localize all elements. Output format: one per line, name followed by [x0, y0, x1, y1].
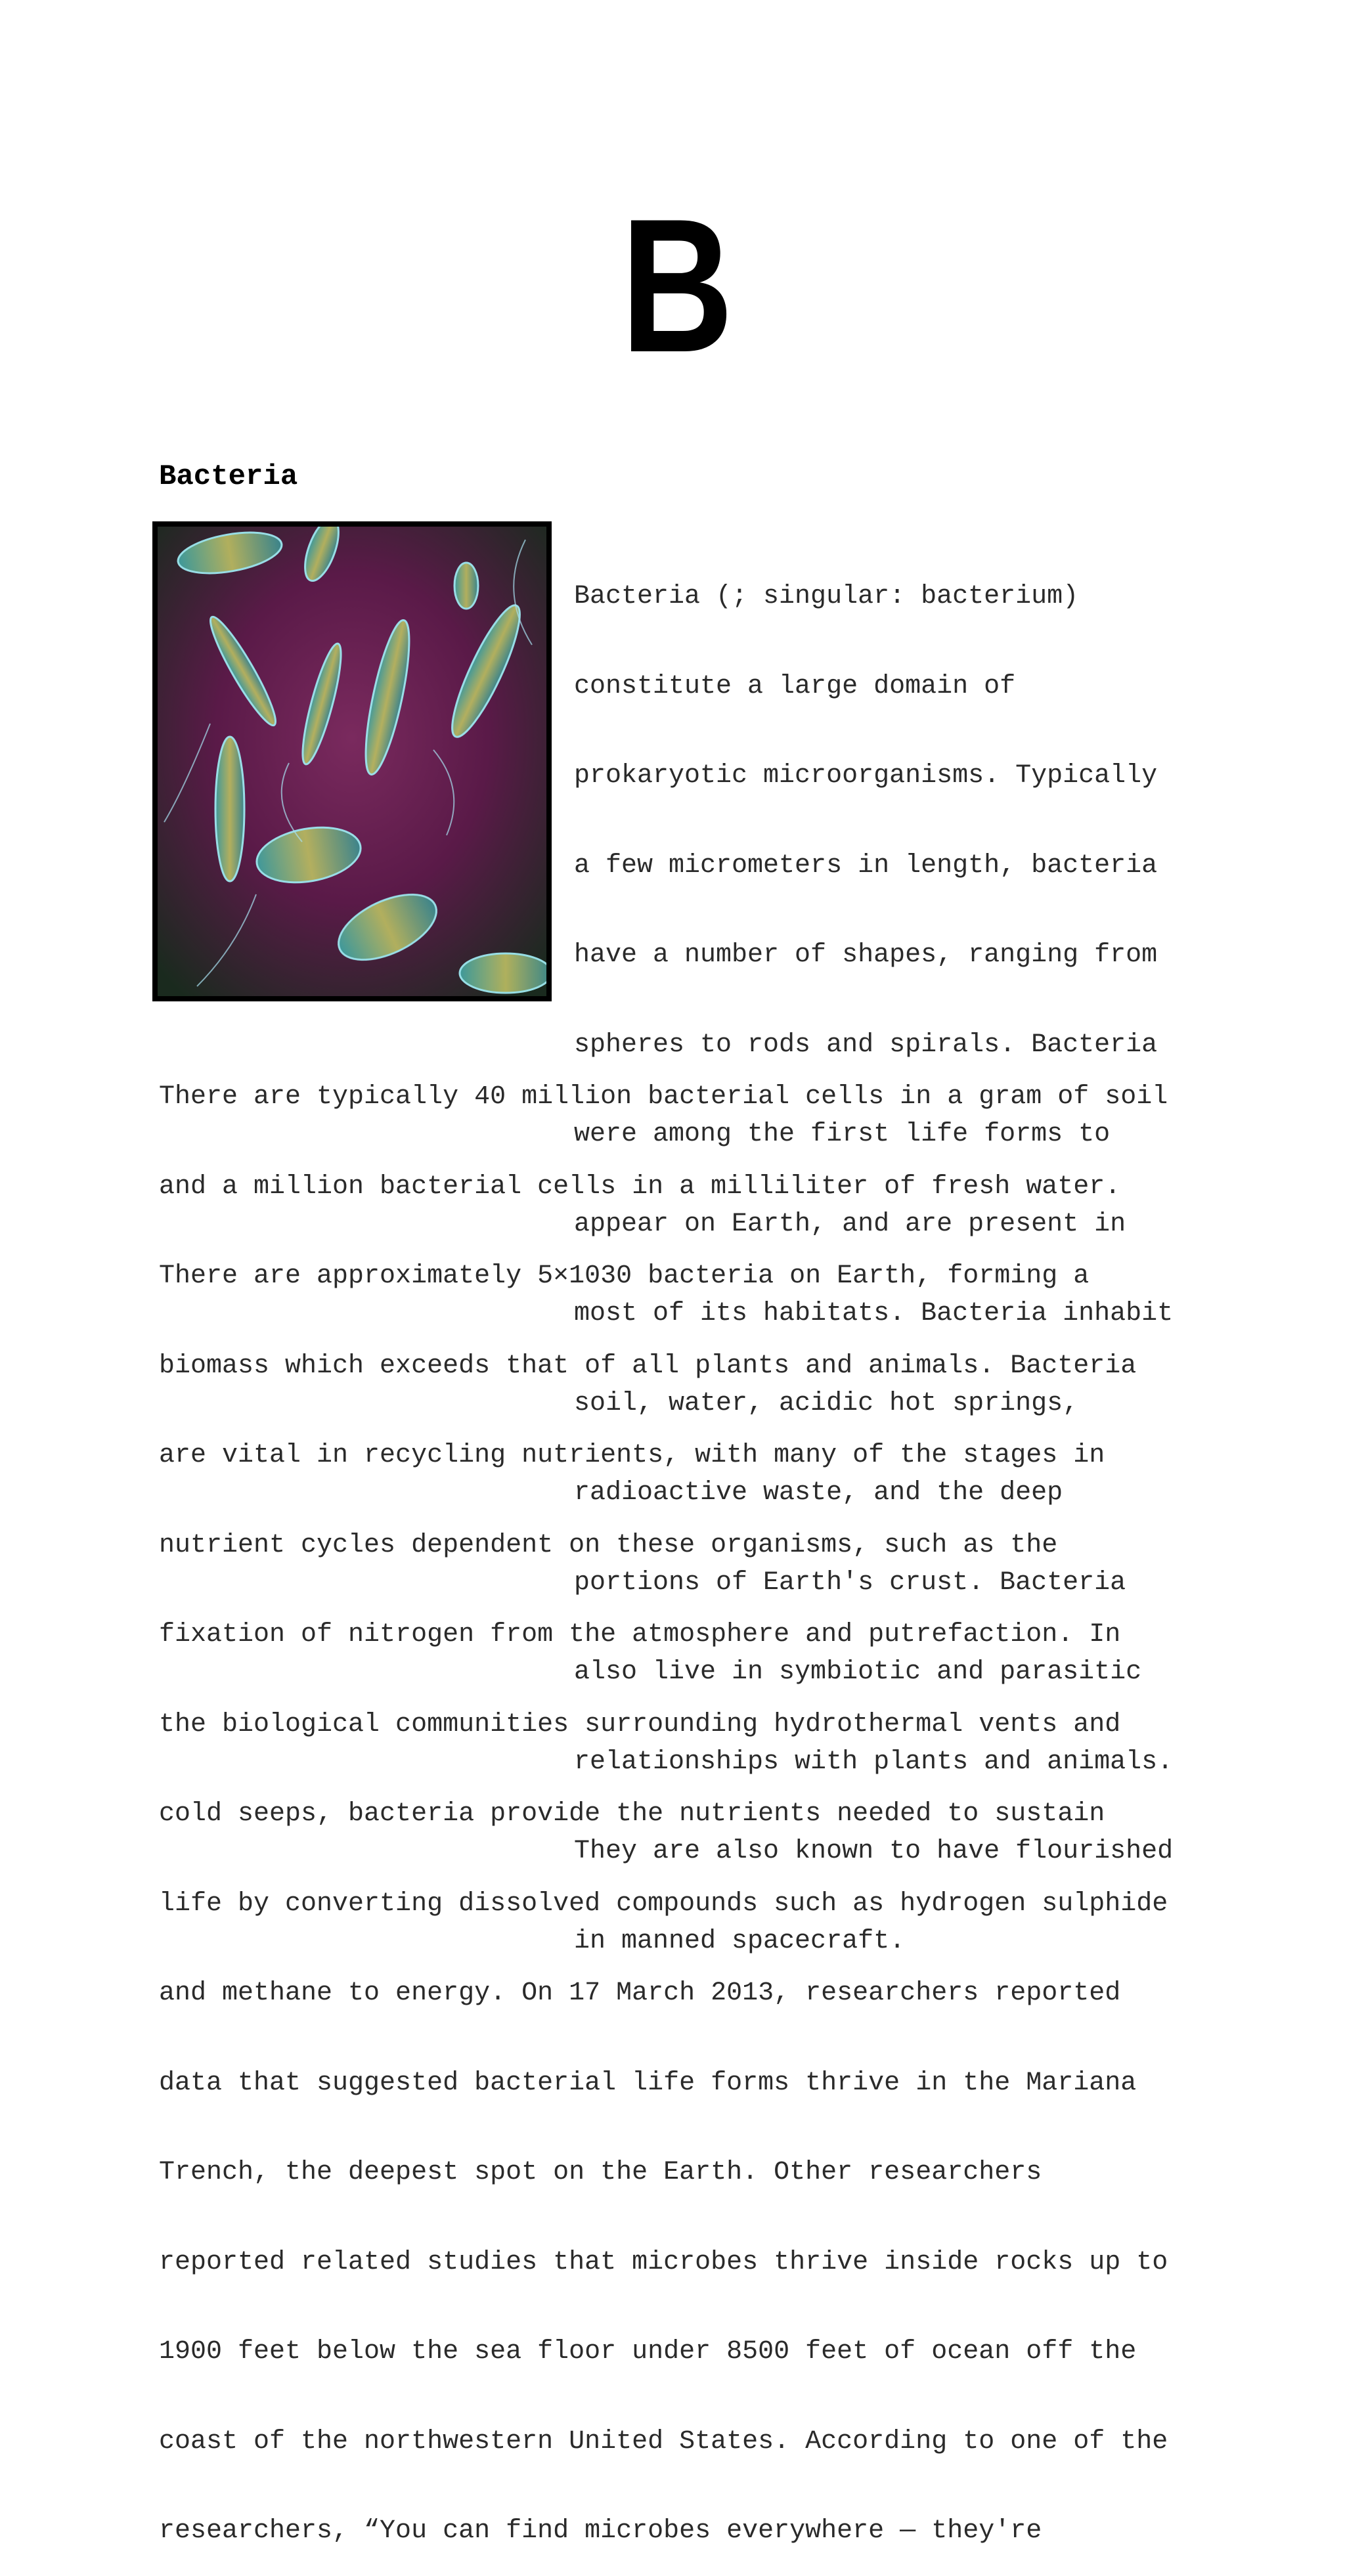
text-line: coast of the northwestern United States. According to one of the: [159, 2426, 1168, 2456]
text-line: cold seeps, bacteria provide the nutrients needed to sustain: [159, 1799, 1105, 1829]
text-line: spheres to rods and spirals. Bacteria: [574, 1030, 1158, 1060]
section-letter: B: [621, 179, 734, 392]
text-line: were among the first life forms to: [574, 1120, 1111, 1149]
text-line: Trench, the deepest spot on the Earth. Other researchers: [159, 2158, 1042, 2187]
text-line: and a million bacterial cells in a milliliter of fresh water.: [159, 1171, 1121, 1202]
text-line: nutrient cycles dependent on these organisms, such as the: [159, 1530, 1058, 1560]
text-line: also live in symbiotic and parasitic: [574, 1657, 1142, 1687]
text-line: biomass which exceeds that of all plants and animals. Bacteria: [159, 1351, 1137, 1381]
text-line: a few micrometers in length, bacteria: [574, 850, 1158, 881]
text-line: Bacteria (; singular: bacterium): [574, 582, 1079, 611]
text-line: appear on Earth, and are present in: [574, 1209, 1126, 1239]
text-line: relationships with plants and animals.: [574, 1747, 1174, 1777]
text-line: are vital in recycling nutrients, with many of the stages in: [159, 1441, 1105, 1470]
text-line: fixation of nitrogen from the atmosphere and putrefaction. In: [159, 1620, 1121, 1649]
bacteria-image: [152, 521, 552, 1001]
text-line: radioactive waste, and the deep: [574, 1478, 1063, 1508]
bacteria-illustration: [158, 527, 546, 996]
text-line: most of its habitats. Bacteria inhabit: [574, 1299, 1174, 1328]
text-line: prokaryotic microorganisms. Typically: [574, 761, 1158, 791]
text-line: and methane to energy. On 17 March 2013, researchers reported: [159, 1978, 1121, 2008]
text-line: soil, water, acidic hot springs,: [574, 1388, 1079, 1418]
text-line: in manned spacecraft.: [574, 1926, 906, 1956]
text-line: the biological communities surrounding hydrothermal vents and: [159, 1709, 1121, 1739]
text-line: researchers, “You can find microbes everywhere — they're: [159, 2516, 1042, 2546]
entry-title: Bacteria: [159, 460, 298, 493]
text-line: There are approximately 5×1030 bacteria on Earth, forming a: [159, 1261, 1090, 1291]
text-line: have a number of shapes, ranging from: [574, 940, 1158, 970]
text-line: reported related studies that microbes thrive inside rocks up to: [159, 2247, 1168, 2277]
text-line: They are also known to have flourished: [574, 1837, 1174, 1866]
text-line: life by converting dissolved compounds such as hydrogen sulphide: [159, 1888, 1168, 1919]
text-line: portions of Earth's crust. Bacteria: [574, 1567, 1126, 1598]
text-line: There are typically 40 million bacterial cells in a gram of soil: [159, 1082, 1168, 1112]
text-line: 1900 feet below the sea floor under 8500 feet of ocean off the: [159, 2337, 1137, 2367]
body-paragraph: [159, 1022, 1168, 2576]
text-line: data that suggested bacterial life forms thrive in the Mariana: [159, 2068, 1137, 2098]
text-line: constitute a large domain of: [574, 671, 1016, 701]
